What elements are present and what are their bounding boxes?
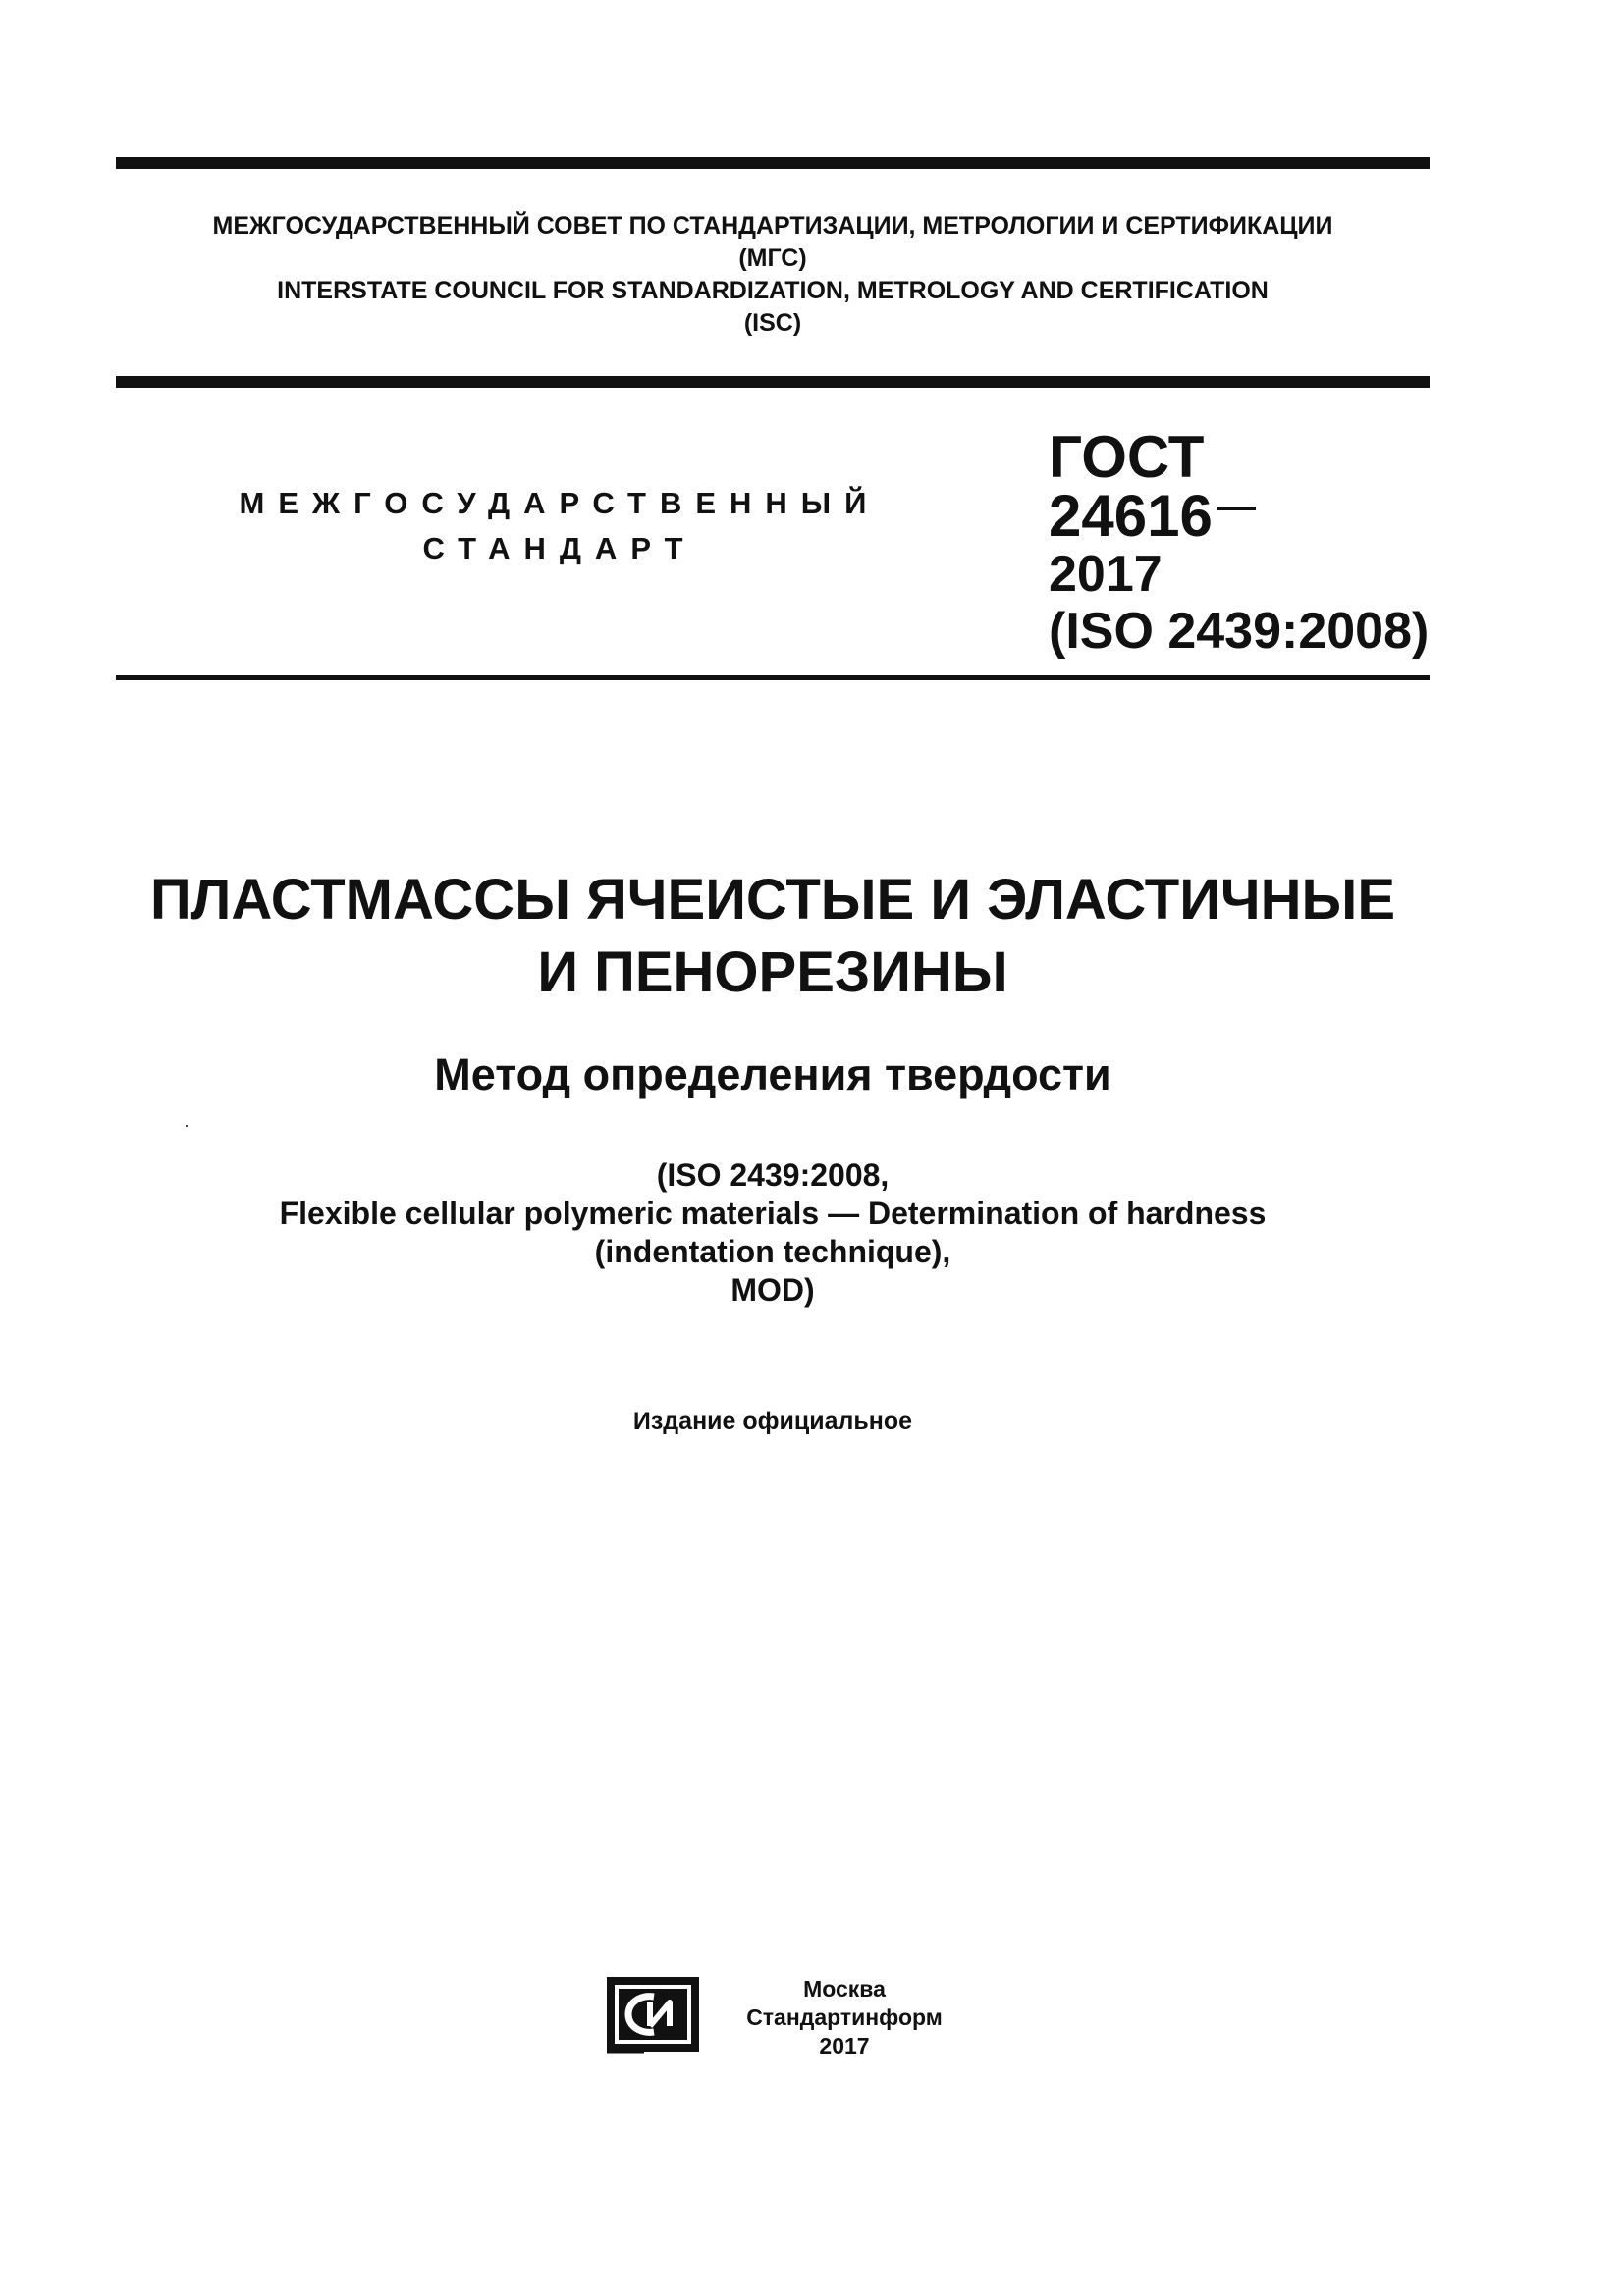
gost-label: ГОСТ: [1049, 424, 1205, 490]
publisher-imprint: [717, 1975, 972, 2060]
document-title: [116, 864, 1430, 1009]
title-line2: И ПЕНОРЕЗИНЫ: [537, 940, 1008, 1004]
gost-dash: [1217, 507, 1256, 510]
scan-speck: [186, 1125, 188, 1127]
standartinform-logo-icon: [605, 1975, 701, 2054]
document-subtitle: Метод определения твердости: [434, 1049, 1111, 1099]
standard-type-label: [236, 481, 884, 571]
council-abbr-en: (ISC): [743, 309, 802, 337]
standard-type-line2: СТАНДАРТ: [422, 531, 697, 565]
lower-rule: [116, 675, 1430, 680]
iso-line3: (indentation technique),: [594, 1234, 951, 1269]
gost-number: 24616: [1049, 483, 1213, 549]
publisher-year: 2017: [819, 2033, 870, 2058]
iso-equivalence: [116, 1156, 1430, 1309]
iso-line2: Flexible cellular polymeric materials — Determination of hardness: [279, 1196, 1267, 1231]
council-header: [116, 210, 1430, 340]
council-name-en: INTERSTATE COUNCIL FOR STANDARDIZATION, METROLOGY AND CERTIFICATION: [277, 277, 1269, 304]
council-abbr-ru: (МГС): [738, 244, 807, 272]
publisher-name: Стандартинформ: [746, 2004, 943, 2030]
gost-designation: [1049, 424, 1432, 660]
iso-line1: (ISO 2439:2008,: [656, 1157, 890, 1193]
council-name-ru: МЕЖГОСУДАРСТВЕННЫЙ СОВЕТ ПО СТАНДАРТИЗАЦИИ, МЕТРОЛОГИИ И СЕРТИФИКАЦИИ: [212, 212, 1333, 240]
gost-number-line: [1049, 483, 1432, 549]
iso-line4: MOD): [730, 1272, 815, 1308]
gost-iso-reference: (ISO 2439:2008): [1049, 603, 1430, 660]
publisher-city: Москва: [803, 1976, 886, 2002]
title-line1: ПЛАСТМАССЫ ЯЧЕИСТЫЕ И ЭЛАСТИЧНЫЕ: [149, 868, 1396, 932]
gost-year: 2017: [1049, 546, 1163, 603]
middle-rule: [116, 376, 1430, 388]
top-rule: [116, 157, 1430, 169]
edition-note: Издание официальное: [632, 1408, 913, 1435]
standard-type-line1: МЕЖГОСУДАРСТВЕННЫЙ: [239, 486, 881, 520]
